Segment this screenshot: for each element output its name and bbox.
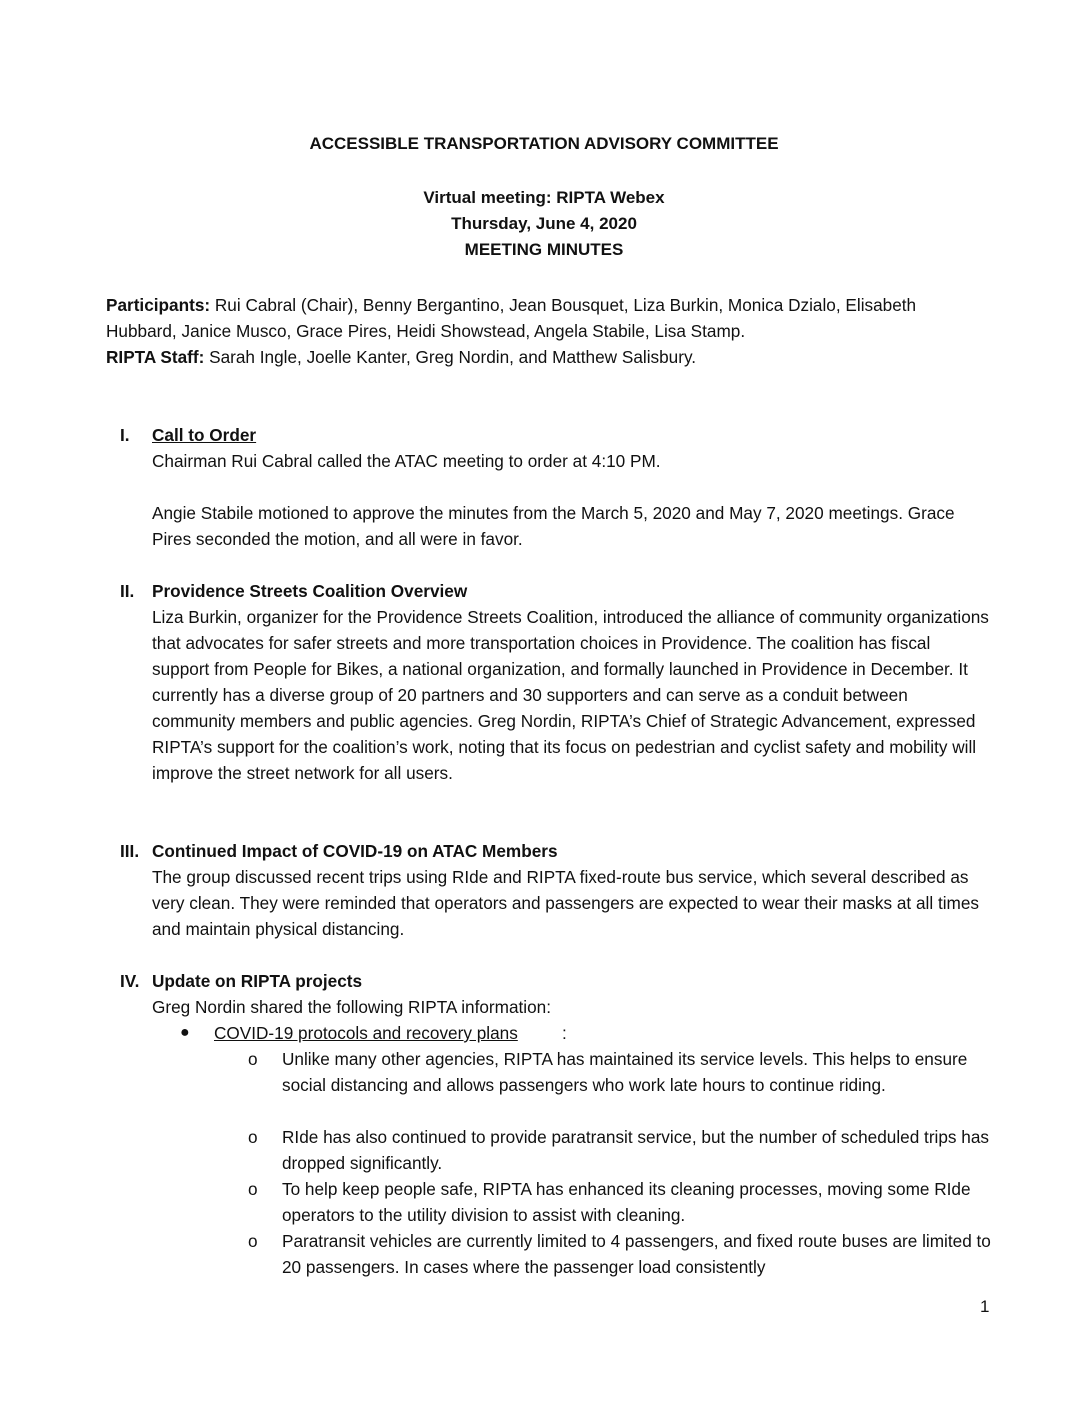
section-paragraph: Greg Nordin shared the following RIPTA information: <box>152 997 552 1017</box>
participants-label: Participants: <box>106 295 211 315</box>
sub-item-text: RIde has also continued to provide paratransit service, but the number of scheduled trips has dropped significantly. <box>282 1127 990 1173</box>
document-type: MEETING MINUTES <box>464 240 624 259</box>
section-number: IV. <box>120 971 140 991</box>
staff-paragraph <box>106 344 986 370</box>
staff-label: RIPTA Staff: <box>106 347 205 367</box>
section-number: III. <box>120 841 140 861</box>
staff-names: Sarah Ingle, Joelle Kanter, Greg Nordin, and Matthew Salisbury. <box>209 347 697 367</box>
participants-names: Rui Cabral (Chair), Benny Bergantino, Jean Bousquet, Liza Burkin, Monica Dzialo, Elisabeth Hubbard, Janice Musco, Grace Pires, Heidi Showstead, Angela Stabile, Lisa Stamp. <box>106 295 917 341</box>
bullet-colon: : <box>562 1023 567 1043</box>
circle-bullet-icon: o <box>248 1231 258 1251</box>
section-paragraph: Angie Stabile motioned to approve the minutes from the March 5, 2020 and May 7, 2020 meetings. Grace Pires seconded the motion, and all were in favor. <box>152 503 955 549</box>
sub-item-text: To help keep people safe, RIPTA has enhanced its cleaning processes, moving some RIde operators to the utility division to assist with cleaning. <box>282 1179 971 1225</box>
bullet-label: COVID-19 protocols and recovery plans <box>214 1023 518 1043</box>
meeting-date: Thursday, June 4, 2020 <box>451 214 637 233</box>
document-title: ACCESSIBLE TRANSPORTATION ADVISORY COMMITTEE <box>309 134 779 153</box>
sub-item-text: Unlike many other agencies, RIPTA has maintained its service levels. This helps to ensure social distancing and allows passengers who work late hours to continue riding. <box>282 1049 968 1095</box>
section-title: Call to Order <box>152 425 257 445</box>
circle-bullet-icon: o <box>248 1127 258 1147</box>
meeting-location: Virtual meeting: RIPTA Webex <box>423 188 665 207</box>
section-title: Continued Impact of COVID-19 on ATAC Members <box>152 841 558 861</box>
section-title: Update on RIPTA projects <box>152 971 363 991</box>
circle-bullet-icon: o <box>248 1049 258 1069</box>
participants-paragraph <box>106 292 986 344</box>
section-paragraph: The group discussed recent trips using RIde and RIPTA fixed-route bus service, which several described as very clean. They were reminded that operators and passengers are expected to wear their masks at all times and maintain physical distancing. <box>152 867 980 939</box>
bullet-dot-icon: ● <box>180 1024 190 1041</box>
sub-item-text: Paratransit vehicles are currently limited to 4 passengers, and fixed route buses are limited to 20 passengers. In cases where the passenger load consistently <box>282 1231 991 1277</box>
section-paragraph: Liza Burkin, organizer for the Providence Streets Coalition, introduced the alliance of community organizations that advocates for safer streets and more transportation choices in Providence. The coalition has fiscal support from People for Bikes, a national organization, and formally launched in Providence in December. It currently has a diverse group of 20 partners and 30 supporters and can serve as a conduit between community members and public agencies. Greg Nordin, RIPTA’s Chief of Strategic Advancement, expressed RIPTA’s support for the coalition’s work, noting that its focus on pedestrian and cyclist safety and mobility will improve the street network for all users. <box>152 607 989 783</box>
circle-bullet-icon: o <box>248 1179 258 1199</box>
page-number: 1 <box>980 1297 990 1316</box>
section-paragraph: Chairman Rui Cabral called the ATAC meeting to order at 4:10 PM. <box>152 451 661 471</box>
section-number: I. <box>120 425 130 445</box>
section-number: II. <box>120 581 135 601</box>
section-title: Providence Streets Coalition Overview <box>152 581 468 601</box>
